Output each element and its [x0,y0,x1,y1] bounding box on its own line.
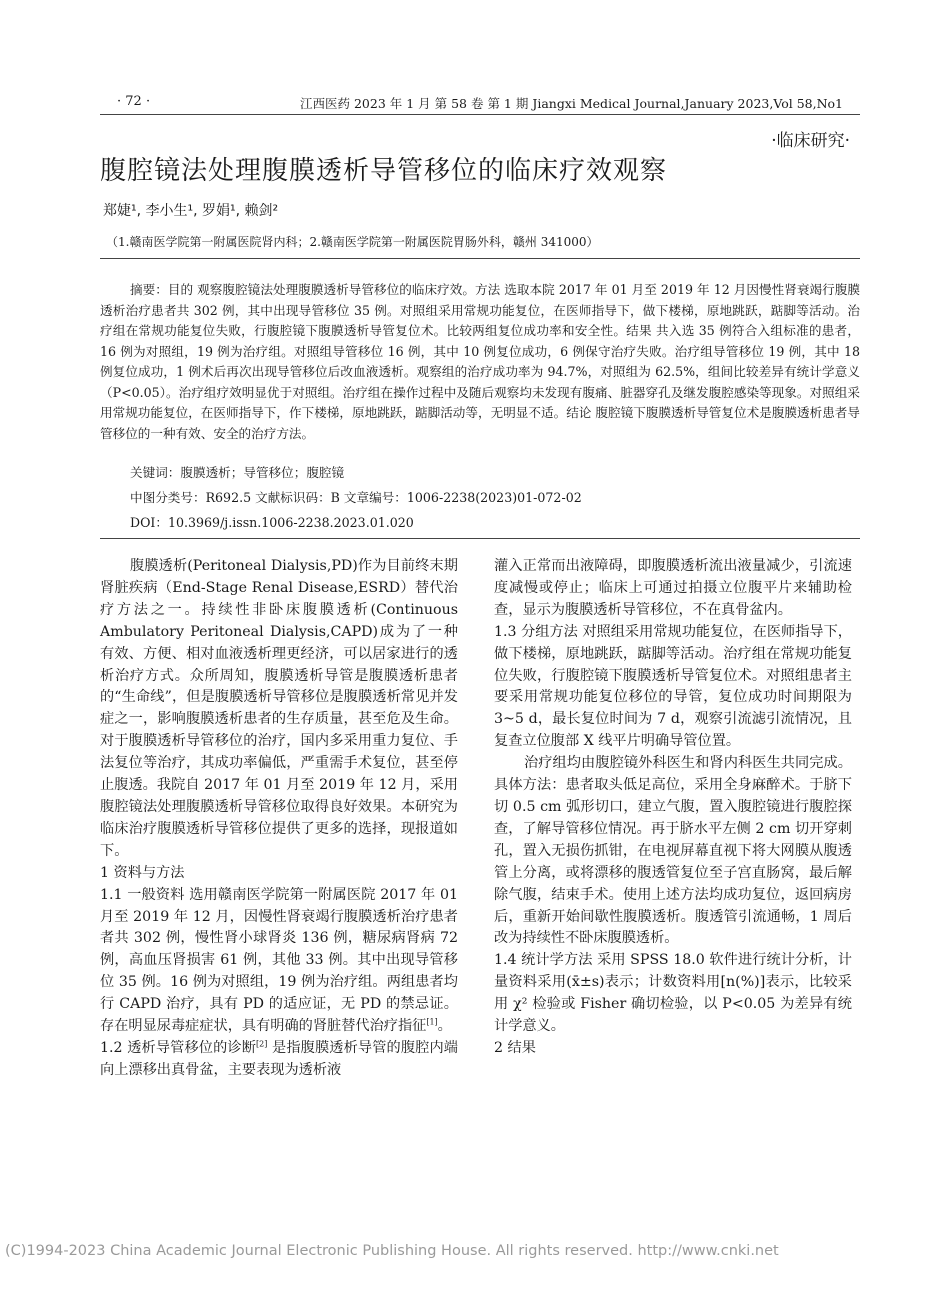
classification-line: 中图分类号：R692.5 文献标识码：B 文章编号：1006-2238(2023)01-072-02 [130,490,582,505]
paragraph-1-1 [100,885,458,1038]
paragraph-surgery: 治疗组均由腹腔镜外科医生和肾内科医生共同完成。具体方法：患者取头低足高位，采用全身麻醉术。于脐下切 0.5 cm 弧形切口，建立气腹，置入腹腔镜进行腹腔探查，了解导管移位情况。再于脐水平左侧 2 cm 切开穿刺孔，置入无损伤抓钳，在电视屏幕直视下将大网膜从腹透管上分离，或将漂移的腹透管复位至子宫直肠窝，最后解除气腹，结束手术。使用上述方法均成功复位，返回病房后，重新开始间歇性腹膜透析。腹透管引流通畅，1 周后改为持续性不卧床腹膜透析。 [494,755,852,947]
keywords: 关键词：腹膜透析；导管移位；腹腔镜 [130,465,345,480]
paragraph-1-2-text: 是指腹膜透析导管的腹腔内端向上漂移出真骨盆，主要表现为透析液 [100,1039,458,1078]
section-heading-1: 1 资料与方法 [100,864,185,881]
intro-paragraph: 腹膜透析(Peritoneal Dialysis,PD)作为目前终末期肾脏疾病（End-Stage Renal Disease,ESRD）替代治疗方法之一。持续性非卧床腹膜透析(Continuous Ambulatory Peritoneal Dialysis,CAPD)成为了一种有效、方便、相对血液透析理更经济，可以居家进行的透析治疗方式。众所周知，腹膜透析导管是腹膜透析患者的“生命线”，但是腹膜透析导管移位是腹膜透析常见并发症之一，影响腹膜透析患者的生存质量，甚至危及生命。对于腹膜透析导管移位的治疗，国内多采用重力复位、手法复位等治疗，其成功率偏低，严重需手术复位，甚至停止腹透。我院自 2017 年 01 月至 2019 年 12 月，采用腹腔镜法处理腹膜透析导管移位取得良好效果。本研究为临床治疗腹膜透析导管移位提供了更多的选择，现报道如下。 [100,558,458,859]
page-number: · 72 · [117,94,151,109]
citation-2: [2] [256,1039,268,1049]
citation-1: [1] [426,1017,438,1027]
copyright-footer: (C)1994-2023 China Academic Journal Electronic Publishing House. All rights reserved. http://www.cnki.net [5,1243,779,1259]
body-right-column [494,556,852,1060]
article-affiliation: （1.赣南医学院第一附属医院肾内科；2.赣南医学院第一附属医院胃肠外科，赣州 341000） [106,235,599,249]
paragraph-1-1-text: 1.1 一般资料 选用赣南医学院第一附属医院 2017 年 01 月至 2019 年 12 月，因慢性肾衰竭行腹膜透析治疗患者者共 302 例，慢性肾小球肾炎 136 例，糖尿病肾病 72 例，高血压肾损害 61 例，其他 33 例。其中出现导管移位 35 例。16 例为对照组，19 例为治疗组。两组患者均行 CAPD 治疗，具有 PD 的适应证，无 PD 的禁忌证。存在明显尿毒症症状，具有明确的肾脏替代治疗指征 [100,886,458,1035]
abstract-text: 摘要：目的 观察腹腔镜法处理腹膜透析导管移位的临床疗效。方法 选取本院 2017 年 01 月至 2019 年 12 月因慢性肾衰竭行腹膜透析治疗患者共 302 例，其中出现导管移位 35 例。对照组采用常规功能复位，在医师指导下，做下楼梯，原地跳跃，踮脚等活动。治疗组在常规功能复位失败，行腹腔镜下腹膜透析导管复位术。比较两组复位成功率和安全性。结果 共入选 35 例符合入组标准的患者，16 例为对照组，19 例为治疗组。对照组导管移位 16 例，其中 10 例复位成功，6 例保守治疗失败。治疗组导管移位 19 例，其中 18 例复位成功，1 例术后再次出现导管移位后改血液透析。观察组的治疗成功率为 94.7%，对照组为 62.5%，组间比较差异有统计学意义（P<0.05）。治疗组疗效明显优于对照组。治疗组在操作过程中及随后观察均未发现有腹痛、脏器穿孔及继发腹腔感染等现象。对照组采用常规功能复位，在医师指导下，作下楼梯，原地跳跃，踮脚活动等，无明显不适。结论 腹腔镜下腹膜透析导管复位术是腹膜透析患者导管移位的一种有效、安全的治疗方法。 [100,282,860,441]
paragraph-1-2 [100,1038,458,1082]
article-authors: 郑婕¹, 李小生¹, 罗娟¹, 赖剑² [103,203,279,219]
section-heading-2: 2 结果 [494,1039,536,1056]
paragraph-1-3: 1.3 分组方法 对照组采用常规功能复位，在医师指导下，做下楼梯，原地跳跃，踮脚等活动。治疗组在常规功能复位失败，行腹腔镜下腹膜透析导管复位术。对照组患者主要采用常规功能复位移位的导管，复位成功时间期限为 3~5 d，最长复位时间为 7 d，观察引流滤引流情况，且复查立位腹部 X 线平片明确导管位置。 [494,623,852,750]
abstract-bottom-rule [100,538,860,539]
paragraph-1-2-lead: 1.2 透析导管移位的诊断 [100,1039,257,1056]
paragraph-1-2-cont: 灌入正常而出液障碍，即腹膜透析流出液量减少，引流速度减慢或停止；临床上可通过拍摄立位腹平片来辅助检查，显示为腹膜透析导管移位，不在真骨盆内。 [494,558,852,618]
article-title: 腹腔镜法处理腹膜透析导管移位的临床疗效观察 [100,156,668,186]
header-rule [100,114,860,115]
abstract-top-rule [100,258,860,259]
body-left-column [100,556,458,1082]
doi-line: DOI：10.3969/j.issn.1006-2238.2023.01.020 [130,515,414,530]
journal-header: 江西医药 2023 年 1 月 第 58 卷 第 1 期 Jiangxi Medical Journal,January 2023,Vol 58,No1 [300,96,844,111]
paragraph-1-1-end: 。 [437,1018,452,1035]
section-tag: ·临床研究· [771,131,850,151]
paragraph-1-4: 1.4 统计学方法 采用 SPSS 18.0 软件进行统计分析，计量资料采用(x̄±s)表示；计数资料用[n(%)]表示，比较采用 χ² 检验或 Fisher 确切检验，以 P<0.05 为差异有统计学意义。 [494,952,852,1035]
